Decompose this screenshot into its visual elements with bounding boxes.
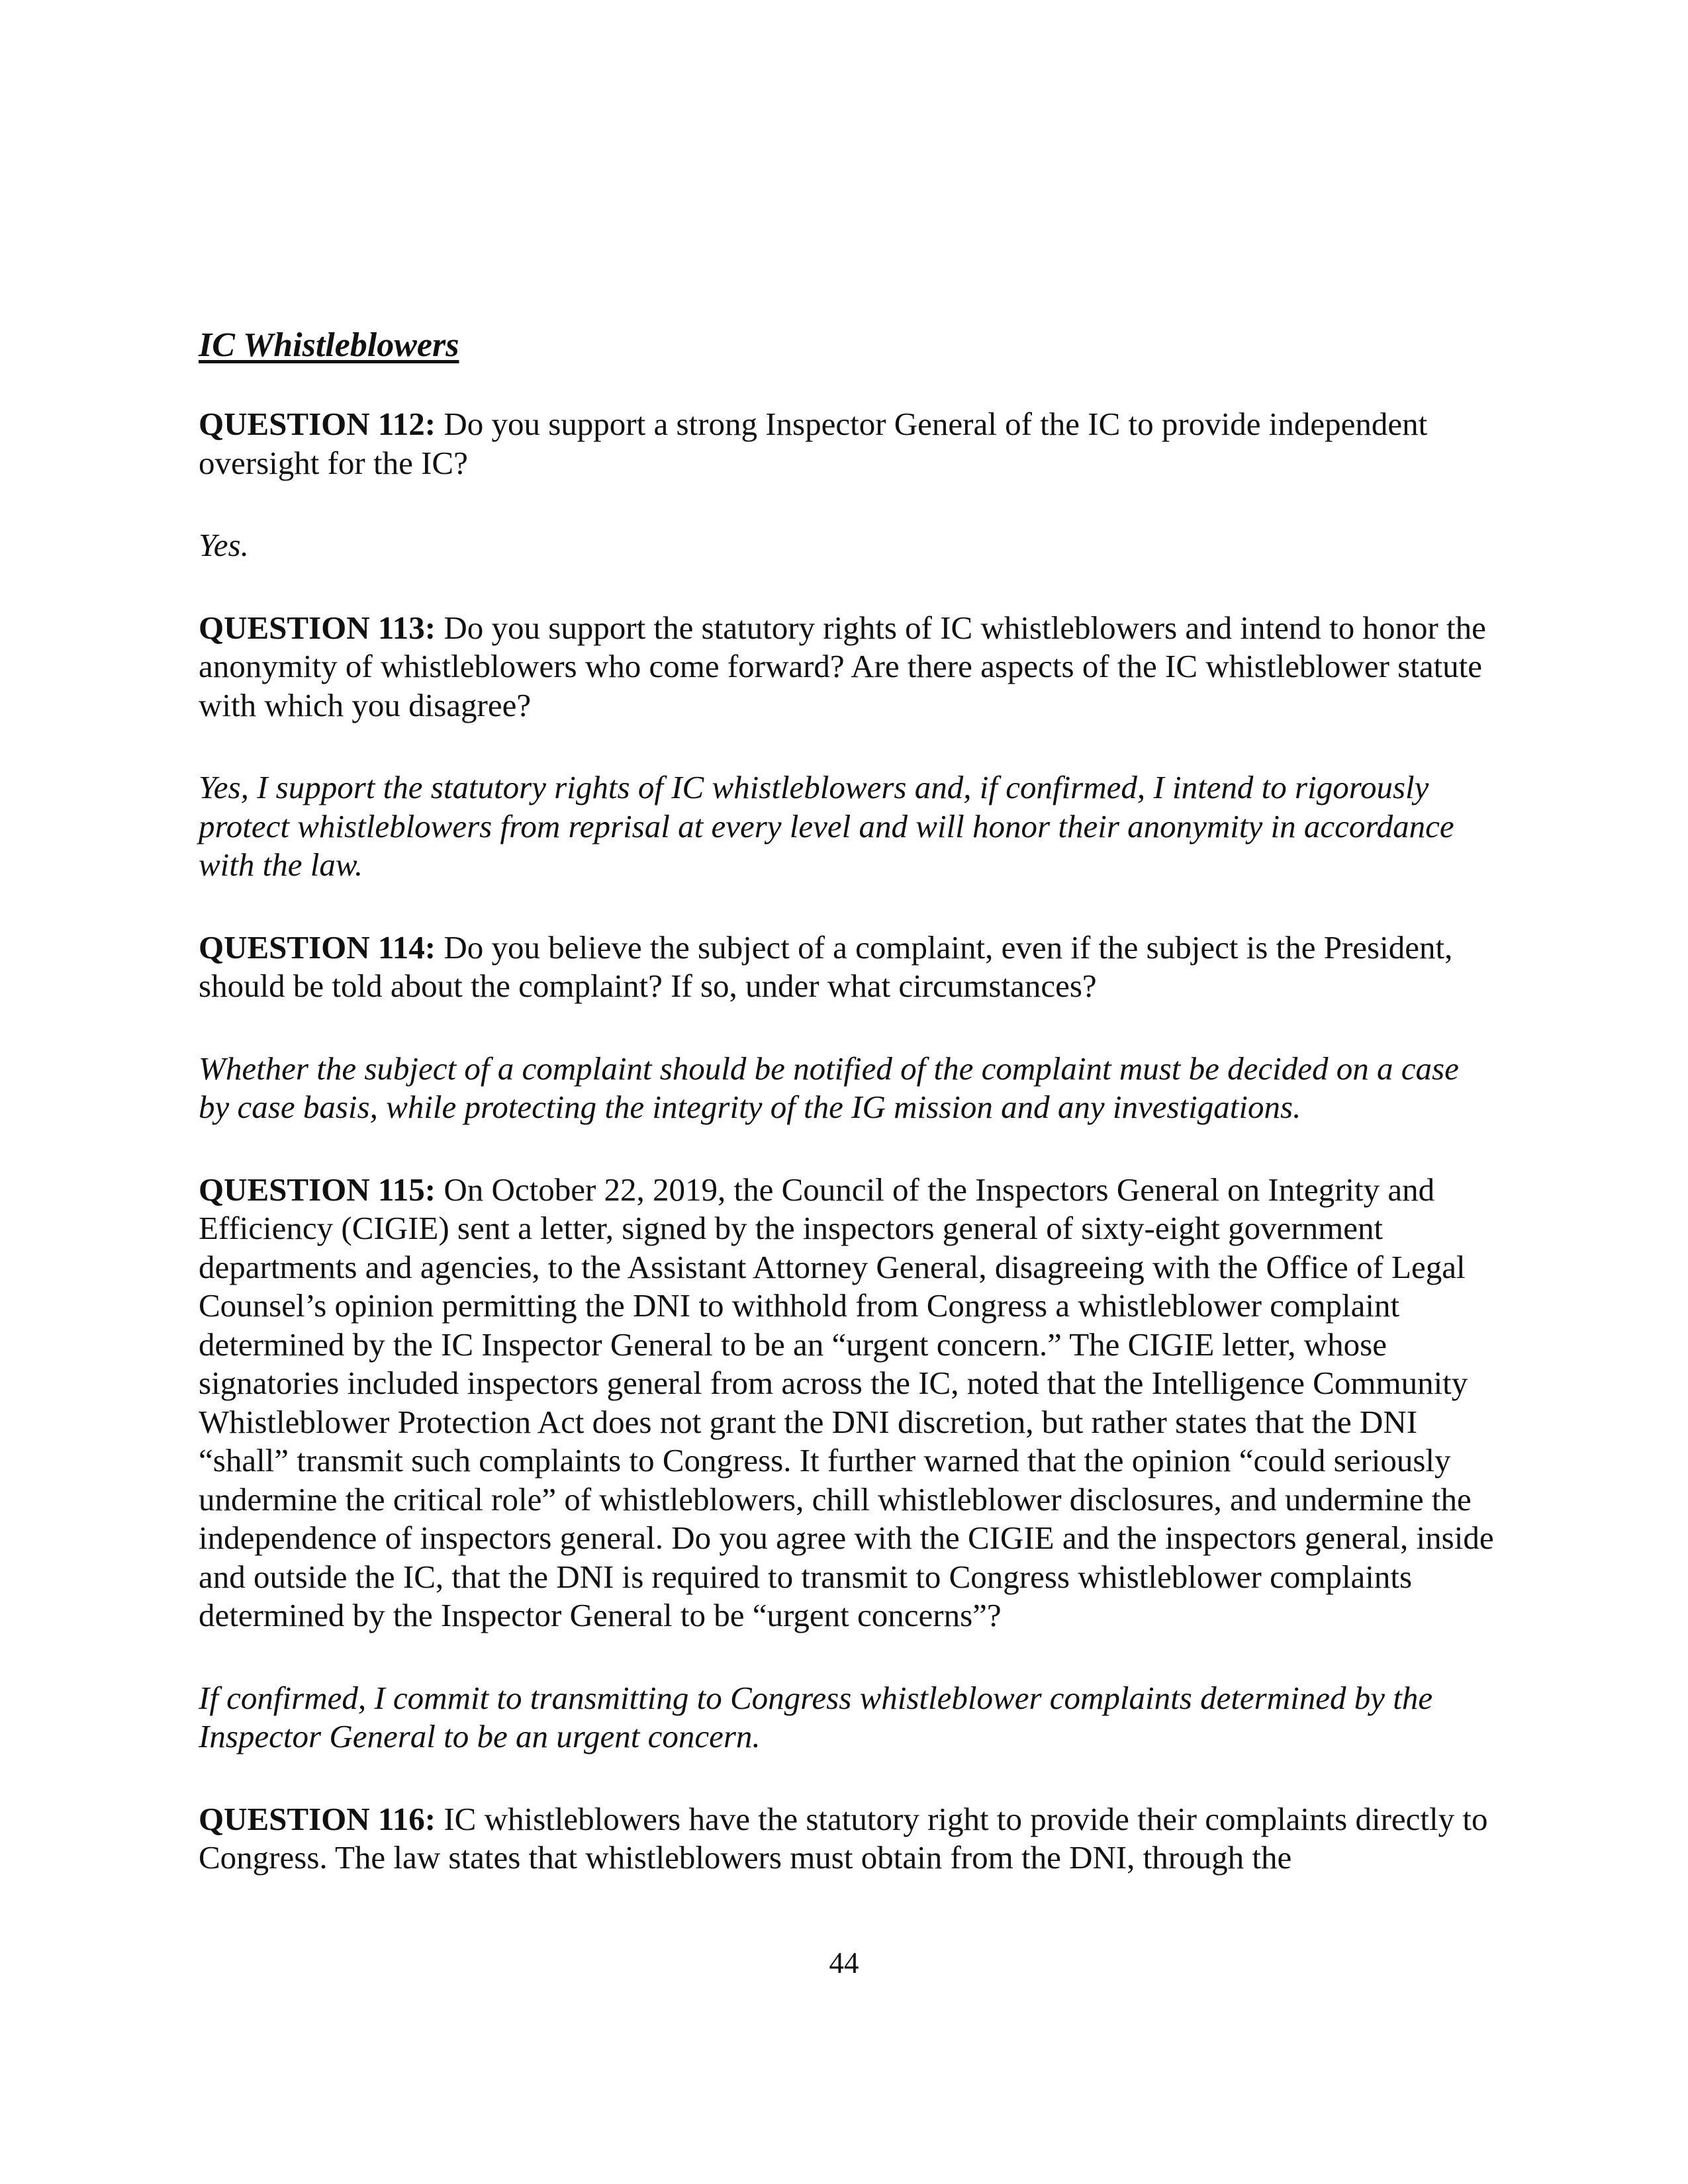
page-number: 44	[829, 1946, 859, 1979]
question-113	[199, 609, 1496, 725]
question-label: QUESTION 114:	[199, 929, 436, 966]
question-112	[199, 405, 1496, 482]
answer-112: Yes.	[199, 527, 249, 563]
question-text: Do you support a strong Inspector General of the IC to provide independent oversight for the IC?	[199, 406, 1428, 481]
question-label: QUESTION 116:	[199, 1800, 436, 1837]
question-114	[199, 929, 1496, 1006]
question-115	[199, 1171, 1496, 1635]
answer-115: If confirmed, I commit to transmitting to Congress whistleblower complaints determined by the Inspector General to be an urgent concern.	[199, 1679, 1433, 1754]
question-label: QUESTION 115:	[199, 1171, 436, 1208]
question-text: Do you support the statutory rights of IC whistleblowers and intend to honor the anonymity of whistleblowers who come forward? Are there aspects of the IC whistleblower statute with which you disagree?	[199, 609, 1486, 723]
question-116	[199, 1800, 1496, 1878]
question-text: IC whistleblowers have the statutory right to provide their complaints directly to Congress. The law states that whistleblowers must obtain from the DNI, through the	[199, 1800, 1488, 1876]
section-heading: IC Whistleblowers	[199, 326, 459, 364]
question-text: Do you believe the subject of a complaint, even if the subject is the President, should be told about the complaint? If so, under what circumstances?	[199, 929, 1453, 1004]
question-text: On October 22, 2019, the Council of the Inspectors General on Integrity and Efficiency (CIGIE) sent a letter, signed by the inspectors general of sixty-eight government departments and agencies, to the Assistant Attorney General, disagreeing with the Office of Legal Counsel’s opinion permitting the DNI to withhold from Congress a whistleblower complaint determined by the IC Inspector General to be an “urgent concern.” The CIGIE letter, whose signatories included inspectors general from across the IC, noted that the Intelligence Community Whistleblower Protection Act does not grant the DNI discretion, but rather states that the DNI “shall” transmit such complaints to Congress. It further warned that the opinion “could seriously undermine the critical role” of whistleblowers, chill whistleblower disclosures, and undermine the independence of inspectors general. Do you agree with the CIGIE and the inspectors general, inside and outside the IC, that the DNI is required to transmit to Congress whistleblower complaints determined by the Inspector General to be “urgent concerns”?	[199, 1171, 1494, 1633]
answer-113: Yes, I support the statutory rights of IC whistleblowers and, if confirmed, I intend to rigorously protect whistleblowers from reprisal at every level and will honor their anonymity in accordance with the law.	[199, 769, 1454, 883]
question-label: QUESTION 113:	[199, 609, 436, 646]
page-content	[199, 324, 1496, 1921]
question-label: QUESTION 112:	[199, 406, 436, 442]
answer-114: Whether the subject of a complaint should be notified of the complaint must be decided on a case by case basis, while protecting the integrity of the IG mission and any investigations.	[199, 1050, 1459, 1125]
